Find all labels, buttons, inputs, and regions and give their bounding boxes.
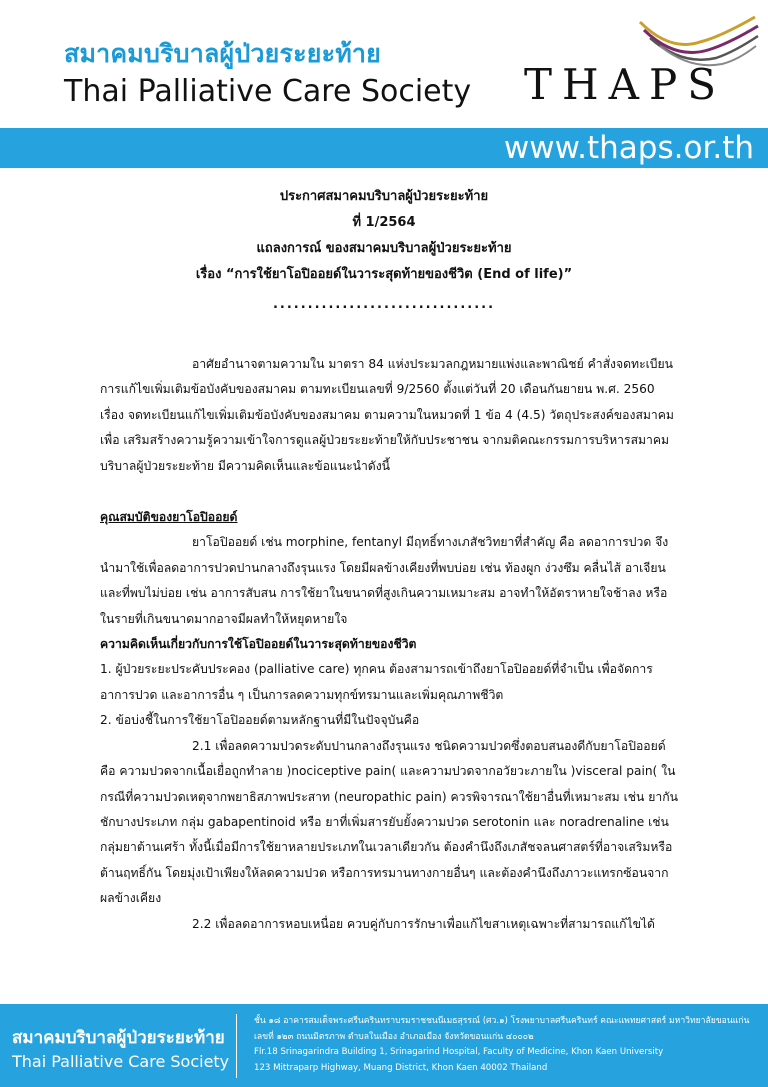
letterhead: [0, 0, 768, 128]
address-thai-line-1: ชั้น ๑๘ อาคารสมเด็จพระศรีนครินทราบรมราชชนนีเมธสุรรณ์ (ศว.๑) โรงพยาบาลศรีนครินทร์ คณะแพทยศาสตร์ มหาวิทยาลัยขอนแก่น: [254, 1016, 750, 1026]
footer: [0, 1004, 768, 1087]
opinion-item-2-2: 2.2 เพื่อลดอาการหอบเหนื่อย ควบคู่กับการรักษาเพื่อแก้ไขสาเหตุเฉพาะที่สามารถแก้ไขได้: [192, 916, 655, 931]
logo-text: THAPS: [524, 60, 727, 109]
properties-paragraph: ยาโอปิออยด์ เช่น morphine, fentanyl มีฤทธิ์ทางเภสัชวิทยาที่สำคัญ คือ ลดอาการปวด จึงนำมาใช้เพื่อลดอาการปวดปานกลางถึงรุนแรง โดยมีผลข้างเคียงที่พบบ่อย เช่น ท้องผูก ง่วงซึม คลื่นไส้ อาเจียน และที่พบไม่บ่อย เช่น อาการสับสน การใช้ยาในขนาดที่สูงเกินความเหมาะสม อาจทำให้อัตราหายใจช้าลง หรือในรายที่เกินขนาดมากอาจมีผลทำให้หยุดหายใจ: [100, 535, 669, 626]
footer-divider: [236, 1014, 237, 1078]
opinion-item-1: 1. ผู้ป่วยระยะประคับประคอง (palliative care) ทุกคน ต้องสามารถเข้าถึงยาโอปิออยด์ที่จำเป็น เพื่อจัดการอาการปวด และอาการอื่น ๆ เป็นการลดความทุกข์ทรมานและเพิ่มคุณภาพชีวิต: [100, 662, 653, 702]
footer-org-thai: สมาคมบริบาลผู้ป่วยระยะท้าย: [12, 1028, 225, 1048]
opinion-item-2-1: 2.1 เพื่อลดความปวดระดับปานกลางถึงรุนแรง ชนิดความปวดซึ่งตอบสนองดีกับยาโอปิออยด์ คือ ความปวดจากเนื้อเยื่อถูกทำลาย )nociceptive pain( และความปวดจากอวัยวะภายใน )visceral pain( ในกรณีที่ความปวดเหตุจากพยาธิสภาพประสาท (neuropathic pain) ควรพิจารณาใช้ยาอื่นที่เหมาะสม เช่น ยากันชักบางประเภท กลุ่ม gabapentinoid หรือ ยาที่เพิ่มสารยับยั้งความปวด serotonin และ noradrenaline เช่น กลุ่มยาต้านเศร้า ทั้งนี้เมื่อมีการใช้ยาหลายประเภทในเวลาเดียวกัน ต้องคำนึงถึงเภสัชจลนศาสตร์ที่อาจเสริมหรือต้านฤทธิ์กัน โดยมุ่งเป้าเพียงให้ลดความปวด หรือการทรมานทางกายอื่นๆ และต้องคำนึงถึงภาวะแทรกซ้อนจากผลข้างเคียง: [100, 738, 678, 906]
section-heading-properties: คุณสมบัติของยาโอปิออยด์: [100, 510, 238, 525]
intro-paragraph: อาศัยอำนาจตามความใน มาตรา 84 แห่งประมวลกฎหมายแพ่งและพาณิชย์ คำสั่งจดทะเบียนการแก้ไขเพิ่มเติมข้อบังคับของสมาคม ตามทะเบียนเลขที่ 9/2560 ตั้งแต่วันที่ 20 เดือนกันยายน พ.ศ. 2560 เรื่อง จดทะเบียนแก้ไขเพิ่มเติมข้อบังคับของสมาคม ตามความในหมวดที่ 1 ข้อ 4 (4.5) วัตถุประสงค์ของสมาคม เพื่อ เสริมสร้างความรู้ความเข้าใจการดูแลผู้ป่วยระยะท้ายให้กับประชาชน จากมติคณะกรรมการบริหารสมาคมบริบาลผู้ป่วยระยะท้าย มีความคิดเห็นและข้อแนะนำดังนี้: [100, 357, 674, 473]
address-thai-line-2: เลขที่ ๑๒๓ ถนนมิตรภาพ ตำบลในเมือง อำเภอเมือง จังหวัดขอนแก่น ๔๐๐๐๒: [254, 1031, 534, 1042]
section-heading-opinions: ความคิดเห็นเกี่ยวกับการใช้โอปิออยด์ในวาระสุดท้ายของชีวิต: [100, 637, 417, 652]
thaps-logo: [510, 10, 760, 120]
address-english-line-2: 123 Mittraparp Highway, Muang District, Khon Kaen 40002 Thailand: [254, 1062, 548, 1073]
opinion-item-2: 2. ข้อบ่งชี้ในการใช้ยาโอปิออยด์ตามหลักฐานที่มีในปัจจุบันคือ: [100, 713, 420, 728]
website-banner: [0, 128, 768, 168]
announcement-heading: [0, 184, 768, 318]
announcement-number: ที่ 1/2564: [352, 215, 416, 230]
footer-address: [254, 1014, 749, 1076]
document-body: [100, 352, 680, 937]
announcement-subject: เรื่อง “การใช้ยาโอปิออยด์ในวาระสุดท้ายของชีวิต (End of life)”: [195, 267, 573, 282]
address-english-line-1: Flr.18 Srinagarindra Building 1, Srinagarind Hospital, Faculty of Medicine, Khon Kaen University: [254, 1047, 664, 1058]
org-name-thai: สมาคมบริบาลผู้ป่วยระยะท้าย: [64, 39, 382, 68]
website-url: www.thaps.or.th: [503, 130, 754, 166]
footer-org-english: Thai Palliative Care Society: [12, 1052, 230, 1071]
announcement-statement: แถลงการณ์ ของสมาคมบริบาลผู้ป่วยระยะท้าย: [256, 241, 512, 256]
org-name-english: Thai Palliative Care Society: [64, 74, 472, 109]
separator: ................................: [272, 297, 496, 312]
announcement-title: ประกาศสมาคมบริบาลผู้ป่วยระยะท้าย: [279, 189, 489, 204]
